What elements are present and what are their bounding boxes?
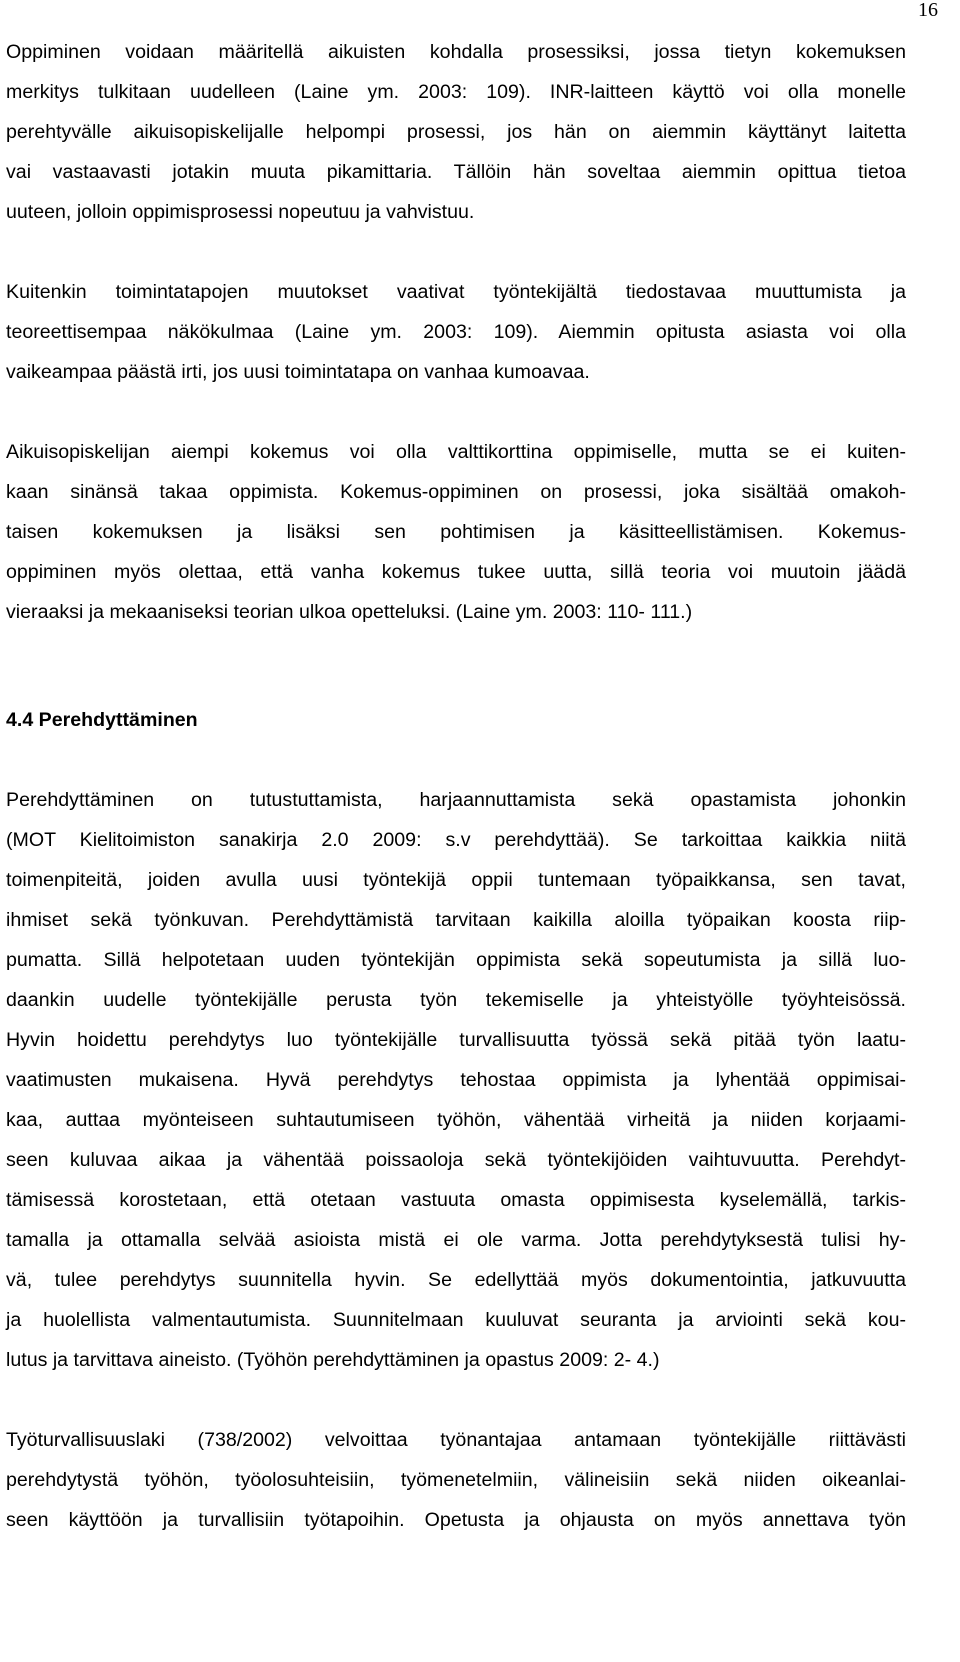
text-line: ja huolellista valmentautumista. Suunnitelmaan kuuluvat seuranta ja arviointi sekä kou- [6,1309,906,1331]
text-line: tamalla ja ottamalla selvää asioista mistä ei ole varma. Jotta perehdytyksestä tulisi hy- [6,1229,906,1251]
text-line: Oppiminen voidaan määritellä aikuisten kohdalla prosessiksi, jossa tietyn kokemuksen [6,41,906,63]
text-line: perehtyvälle aikuisopiskelijalle helpompi prosessi, jos hän on aiemmin käyttänyt laitetta [6,121,906,143]
text-line: tämisessä korostetaan, että otetaan vastuuta omasta oppimisesta kyselemällä, tarkis- [6,1189,906,1211]
paragraph-practice-changes [6,272,906,392]
text-line: vieraaksi ja mekaaniseksi teorian ulkoa opetteluksi. (Laine ym. 2003: 110- 111.) [6,601,693,623]
text-line: merkitys tulkitaan uudelleen (Laine ym. 2003: 109). INR-laitteen käyttö voi olla monelle [6,81,906,103]
text-line: Työturvallisuuslaki (738/2002) velvoittaa työnantajaa antamaan työntekijälle riittävästi [6,1429,906,1451]
section-heading: 4.4 Perehdyttäminen [6,709,198,731]
page-number: 16 [918,0,938,21]
text-line: (MOT Kielitoimiston sanakirja 2.0 2009: s.v perehdyttää). Se tarkoittaa kaikkia niitä [6,829,906,851]
document-body [6,32,906,1540]
text-line: uuteen, jolloin oppimisprosessi nopeutuu ja vahvistuu. [6,201,475,223]
text-line: vaikeampaa päästä irti, jos uusi toimintatapa on vanhaa kumoavaa. [6,361,590,383]
text-line: toimenpiteitä, joiden avulla uusi työntekijä oppii tuntemaan työpaikkansa, sen tavat, [6,869,906,891]
text-line: vaatimusten mukaisena. Hyvä perehdytys tehostaa oppimista ja lyhentää oppimisai- [6,1069,906,1091]
text-line: taisen kokemuksen ja lisäksi sen pohtimisen ja käsitteellistämisen. Kokemus- [6,521,906,543]
text-line: ihmiset sekä työnkuvan. Perehdyttämistä tarvitaan kaikilla aloilla työpaikan koosta riip- [6,909,906,931]
text-line: Kuitenkin toimintatapojen muutokset vaativat työntekijältä tiedostavaa muuttumista ja [6,281,906,303]
text-line: perehdytystä työhön, työolosuhteisiin, työmenetelmiin, välineisiin sekä niiden oikeanlai- [6,1469,906,1491]
text-line: kaa, auttaa myönteiseen suhtautumiseen työhön, vähentää virheitä ja niiden korjaami- [6,1109,906,1131]
paragraph-occupational-safety-act [6,1420,906,1540]
paragraph-spacer [6,1380,906,1420]
text-line: pumatta. Sillä helpotetaan uuden työntekijän oppimista sekä sopeutumista ja sillä luo- [6,949,906,971]
text-line: Aikuisopiskelijan aiempi kokemus voi olla valttikorttina oppimiselle, mutta se ei kuiten- [6,441,906,463]
text-line: lutus ja tarvittava aineisto. (Työhön perehdyttäminen ja opastus 2009: 2- 4.) [6,1349,660,1371]
text-line: Perehdyttäminen on tutustuttamista, harjaannuttamista sekä opastamista johonkin [6,789,906,811]
paragraph-experience-learning [6,432,906,632]
text-line: vä, tulee perehdytys suunnitella hyvin. Se edellyttää myös dokumentointia, jatkuvuutta [6,1269,906,1291]
paragraph-learning-definition [6,32,906,232]
text-line: teoreettisempaa näkökulmaa (Laine ym. 2003: 109). Aiemmin opitusta asiasta voi olla [6,321,906,343]
section-spacer [6,632,906,700]
text-line: kaan sinänsä takaa oppimista. Kokemus-oppiminen on prosessi, joka sisältää omakoh- [6,481,906,503]
text-line: oppiminen myös olettaa, että vanha kokemus tukee uutta, sillä teoria voi muutoin jäädä [6,561,906,583]
text-line: seen kuluvaa aikaa ja vähentää poissaoloja sekä työntekijöiden vaihtuvuutta. Perehdyt- [6,1149,906,1171]
paragraph-spacer [6,740,906,780]
paragraph-orientation-definition [6,780,906,1380]
paragraph-spacer [6,232,906,272]
text-line: Hyvin hoidettu perehdytys luo työntekijälle turvallisuutta työssä sekä pitää työn laatu- [6,1029,906,1051]
paragraph-spacer [6,392,906,432]
text-line: daankin uudelle työntekijälle perusta työn tekemiselle ja yhteistyölle työyhteisössä. [6,989,906,1011]
text-line: seen käyttöön ja turvallisiin työtapoihin. Opetusta ja ohjausta on myös annettava työn [6,1509,906,1531]
text-line: vai vastaavasti jotakin muuta pikamittaria. Tällöin hän soveltaa aiemmin opittua tietoa [6,161,906,183]
